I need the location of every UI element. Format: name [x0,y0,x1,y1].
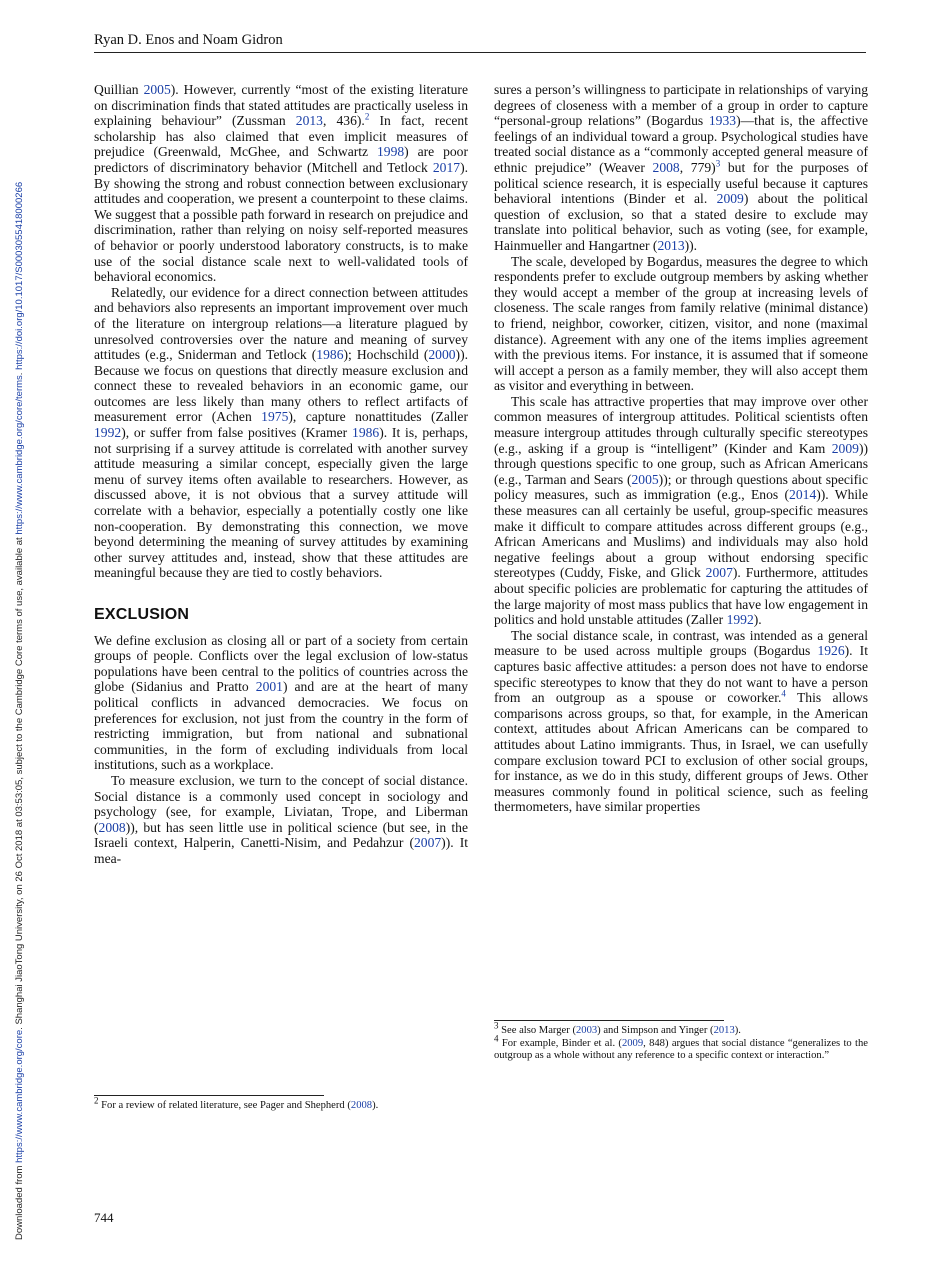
citation-link[interactable]: 2008 [350,1100,373,1111]
citation-link[interactable]: 2008 [98,819,126,835]
footnote-ref[interactable]: 2 [364,111,370,122]
citation-link[interactable]: 1998 [376,144,405,160]
citation-link[interactable]: 1992 [726,612,754,628]
footnote-3: $^3$ See also Marger (2003) and Simpson and Yinger (2013). [494,1020,741,1036]
citation-link[interactable]: 2009 [716,191,744,207]
citation-link[interactable]: 2003 [575,1025,598,1036]
citation-link[interactable]: 1992 [94,425,122,441]
citation-link[interactable]: 1975 [261,409,289,425]
footnote-rule [494,1020,724,1021]
sidebar-link-doi[interactable]: https://doi.org/10.1017/S0003055418000266 [14,181,25,370]
citation-link[interactable]: 2008 [652,159,680,175]
section-heading: EXCLUSION [94,606,190,623]
citation-link[interactable]: 2005 [143,82,171,97]
citation-link[interactable]: 1926 [817,643,845,659]
footnote-4: $^4$ For example, Binder et al. (2009, 848) argues that social distance “generalizes to the outgroup as a whole without any reference to a specific context or interaction.” [494,1033,868,1062]
citation-link[interactable]: 2007 [413,835,442,851]
citation-link[interactable]: 2009 [831,440,859,456]
citation-link[interactable]: 2000 [428,347,456,363]
footnote-rule [94,1095,324,1096]
footnote-2: $^2$ For a review of related literature, see Pager and Shepherd (2008). [94,1095,379,1111]
paragraph: We define exclusion as closing all or part of a society from certain groups of people. Conflicts over the legal exclusion of low-status populations have been central to the politics of countries across the globe (Sidanius and Pratto 2001) and are at the heart of many political conflicts in advanced democracies. We focus on preferences for exclusion, not just from the country in the form of restricting immigration, but from national and subnational communities, in the form of excluding individuals from local institutions, such as a workplace. [94,632,468,773]
citation-link[interactable]: 2013 [295,113,323,129]
paragraph: Quillian 2005). However, currently “most of the existing literature on discrimination finds that stated attitudes are practically useless in explaining behaviour” (Zussman 2013, 436).$^2$ In fact, recent scholarship has also claimed that even implicit measures of prejudice (Greenwald, McGhee, and Schwartz 1998) are poor predictors of discriminatory behavior (Mitchell and Tetlock 2017). By showing the strong and robust connection between exclusionary attitudes and cooperation, we present a counterpoint to these claims. We suggest that a possible path forward in research on prejudice and discrimination, rather than relying on noisy self-reported measures of behavior or poorly understood laboratory constructs, is to make use of the social distance scale next to well-validated tools of behavioral economics. [94,82,468,285]
paragraph: The scale, developed by Bogardus, measures the degree to which respondents prefer to exclude outgroup members by asking whether they would accept a member of the group at increasing levels of closeness. The scale ranges from family relative (minimal distance) to friend, neighbor, coworker, citizen, visitor, and none (maximal distance). Agreement with any one of the items implies agreement with the previous items. For instance, it is assumed that if someone will accept a person as a family member, they will also accept them as visitor and everything in between. [494,253,868,394]
running-head-authors: Ryan D. Enos and Noam Gidron [94,32,283,48]
download-sidebar [14,100,28,1240]
footnote-ref[interactable]: 4 [781,688,786,699]
sidebar-text: Downloaded from https://www.cambridge.org/core. Shanghai JiaoTong University, on 26 Oct 2018 at 03:53:05, subject to the Cambridge Core terms of use, available at https://www.cambridge.org/core/terms. https://doi.org/10.1017/S0003055418000266 [14,181,25,1240]
sidebar-link-terms[interactable]: https://www.cambridge.org/core/terms [14,375,25,535]
citation-link[interactable]: 2014 [789,487,817,503]
citation-link[interactable]: 2009 [621,1038,644,1049]
paragraph: To measure exclusion, we turn to the concept of social distance. Social distance is a commonly used concept in sociology and psychology (see, for example, Liviatan, Trope, and Liberman (2008)), but has seen little use in political science (but see, in the Israeli context, Halperin, Canetti-Nisim, and Pedahzur (2007)). It mea- [94,772,469,866]
citation-link[interactable]: 2013 [713,1025,735,1036]
citation-link[interactable]: 2005 [631,471,659,487]
right-column [494,82,868,815]
paragraph: This scale has attractive properties that may improve over other common measures of intergroup attitudes. Political scientists often measure intergroup attitudes through culturally specific stereotypes (e.g., asking if a group is “intelligent” (Kinder and Kam 2009)) through questions specific to one group, such as African Americans (e.g., Tarman and Sears (2005)); or through questions about specific policy measures, such as immigration (e.g., Enos (2014)). While these measures can all certainly be useful, group-specific measures make it difficult to compare attitudes across different groups (e.g., African Americans and Muslims) and individuals may also hold negative feelings about a group without endorsing specific stereotypes (Cuddy, Fiske, and Glick 2007). Furthermore, attitudes about specific policies are problematic for capturing the attitudes of the large majority of most mass publics that have low engagement in politics and hold unstable attitudes (Zaller 1992). [494,393,869,628]
citation-link[interactable]: 1933 [708,113,737,129]
running-header [94,30,866,53]
sidebar-link-core[interactable]: https://www.cambridge.org/core [14,1029,25,1163]
paragraph: Relatedly, our evidence for a direct connection between attitudes and behaviors also represents an important improvement over much of the literature on intergroup relations—a literature plagued by unresolved controversies over the nature and meaning of survey attitudes (e.g., Sniderman and Tetlock (1986); Hochschild (2000)). Because we focus on questions that directly measure exclusion and connect these to revealed behaviors in an economic game, our outcomes are less likely than many others to reflect artifacts of measurement error (Achen 1975), capture nonattitudes (Zaller 1992), or suffer from false positives (Kramer 1986). It is, perhaps, not surprising if a survey attitude is correlated with another survey attitude measuring a similar concept, especially given the large menu of survey items often available to researchers. However, as discussed above, it is not obvious that a survey attitude will correlate with a behavior, especially a potentially costly one like non-cooperation. By demonstrating this connection, we move beyond determining the meaning of survey attitudes by examining other survey attitudes and, instead, show that these attitudes are meaningful because they are tied to costly behaviors. [94,284,468,581]
citation-link[interactable]: 2001 [255,679,283,695]
citation-link[interactable]: 1986 [316,347,344,363]
paragraph: sures a person’s willingness to participate in relationships of varying degrees of closeness with a member of a group in order to capture “personal-group relations” (Bogardus 1933)—that is, the affective feelings of an individual toward a group. Psychological studies have treated social distance as a “commonly accepted general measure of ethnic prejudice” (Weaver 2008, 779)$^3$ but for the purposes of political science research, it is especially useful because it captures behavioral intentions (Binder et al. 2009) about the political question of exclusion, so that a stated desire to exclude may translate into political behavior, such as voting (see, for example, Hainmueller and Hangartner (2013)). [494,82,868,253]
citation-link[interactable]: 2007 [705,565,733,581]
footnote-ref[interactable]: 3 [715,158,721,169]
citation-link[interactable]: 2013 [657,237,685,253]
paragraph: The social distance scale, in contrast, was intended as a general measure to be used across multiple groups (Bogardus 1926). It captures basic affective attitudes: a person does not have to endorse specific stereotypes to know that they do not want to have a person from an outgroup as a spouse or coworker.$^4$ This allows comparisons across groups, so that, for example, in the American context, attitudes about African Americans can be compared to attitudes about Latino immigrants. Thus, in Israel, we can usefully compare exclusion toward PCI to exclusion of other social groups, for instance, as we do in this study, different groups of Jews. Other measures commonly found in political science, such as feeling thermometers, have similar properties [494,627,868,815]
left-column [94,82,468,867]
citation-link[interactable]: 2017 [432,159,461,175]
citation-link[interactable]: 1986 [352,425,380,441]
page-number: 744 [94,1210,114,1225]
